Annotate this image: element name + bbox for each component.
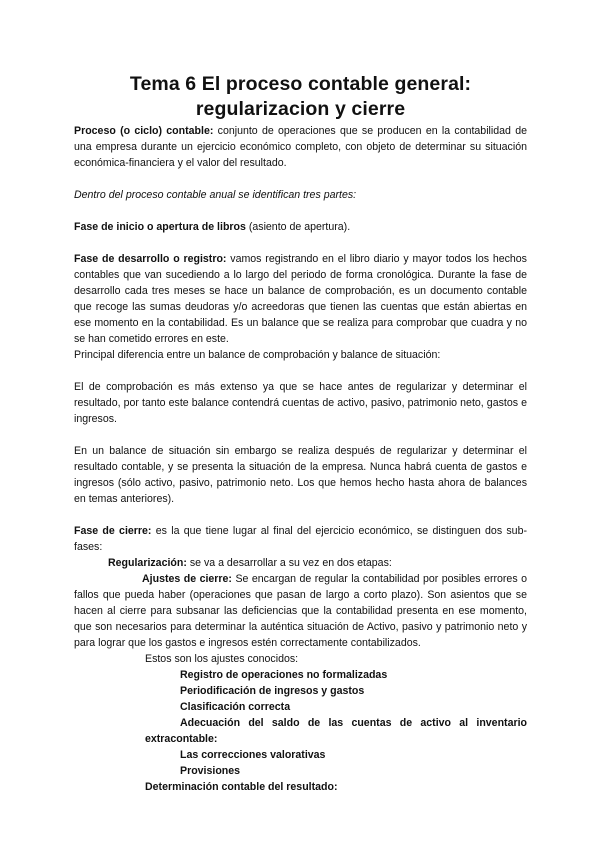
paragraph-comprobacion: El de comprobación es más extenso ya que se hace antes de regularizar y determinar el resultado, por tanto este balance contendrá cuentas de activo, pasivo, patrimonio neto, gastos e ingresos.: [74, 381, 527, 425]
list-item: Clasificación correcta: [180, 701, 291, 713]
list-item: Provisiones: [180, 765, 241, 777]
paragraph-diferencia: Principal diferencia entre un balance de comprobación y balance de situación:: [74, 349, 441, 361]
paragraph-intro: Dentro del proceso contable anual se identifican tres partes:: [74, 189, 357, 201]
paragraph-fase-cierre: [74, 523, 527, 555]
paragraph-fase-desarrollo: [74, 251, 527, 347]
text-fase-cierre: es la que tiene lugar al final del ejercicio económico, se distinguen dos sub-fases:: [74, 525, 527, 553]
list-item: Registro de operaciones no formalizadas: [180, 669, 388, 681]
list-item-adecuacion-cont: extracontable:: [145, 733, 218, 745]
text-fase-inicio: (asiento de apertura).: [245, 221, 351, 233]
text-fase-desarrollo: vamos registrando en el libro diario y mayor todos los hechos contables que van sucediendo a lo largo del periodo de forma cronológica. Durante la fase de desarrollo cada tres meses se hace un balance de comprobación, es un documento contable que recoge las sumas deudoras y/o acreedoras que tienen las cuentas que están abiertas en ese momento en la contabilidad. Es un balance que se realiza para comprobar que cuadra y no se han cometido errores en este.: [74, 253, 527, 345]
page-title: Tema 6 El proceso contable general: regularizacion y cierre: [129, 73, 472, 120]
text-ajustes: Se encargan de regular la contabilidad por posibles errores o fallos que pueda haber (operaciones que pasan de largo a corto plazo). Son asientos que se hacen al cierre para subsanar las deficiencias que la contabilidad presenta en ese momento, que son necesarios para determinar la auténtica situación de Activo, pasivo y patrimonio neto y para lograr que los gastos e ingresos estén correctamente contabilizados.: [74, 573, 527, 649]
list-item-adecuacion: Adecuación del saldo de las cuentas de activo al inventario: [180, 717, 527, 729]
term-fase-cierre: Fase de cierre:: [74, 525, 152, 537]
list-item: Las correcciones valorativas: [180, 749, 326, 761]
paragraph-fase-inicio: [74, 219, 527, 235]
paragraph-proceso: [74, 123, 527, 171]
term-proceso: Proceso (o ciclo) contable:: [74, 125, 214, 137]
paragraph-determinacion: Determinación contable del resultado:: [145, 781, 338, 793]
text-proceso: conjunto de operaciones que se producen en la contabilidad de una empresa durante un ejercicio económico completo, con objeto de determinar su situación económica-financiera y el valor del resultado.: [74, 125, 527, 169]
term-fase-inicio: Fase de inicio o apertura de libros: [74, 221, 246, 233]
term-ajustes: Ajustes de cierre:: [142, 573, 232, 585]
list-item: Periodificación de ingresos y gastos: [180, 685, 365, 697]
term-regularizacion: Regularización:: [108, 557, 187, 569]
text-regularizacion: se va a desarrollar a su vez en dos etapas:: [186, 557, 392, 569]
paragraph-ajustes-intro: Estos son los ajustes conocidos:: [145, 653, 299, 665]
term-fase-desarrollo: Fase de desarrollo o registro:: [74, 253, 227, 265]
paragraph-ajustes: [74, 571, 527, 651]
paragraph-regularizacion: [74, 555, 527, 571]
paragraph-situacion: En un balance de situación sin embargo se realiza después de regularizar y determinar el resultado contable, y se presenta la situación de la empresa. Nunca habrá cuenta de gastos e ingresos (sólo activo, pasivo, patrimonio neto. Los que hemos hecho hasta ahora de balances en temas anteriores).: [74, 445, 527, 505]
